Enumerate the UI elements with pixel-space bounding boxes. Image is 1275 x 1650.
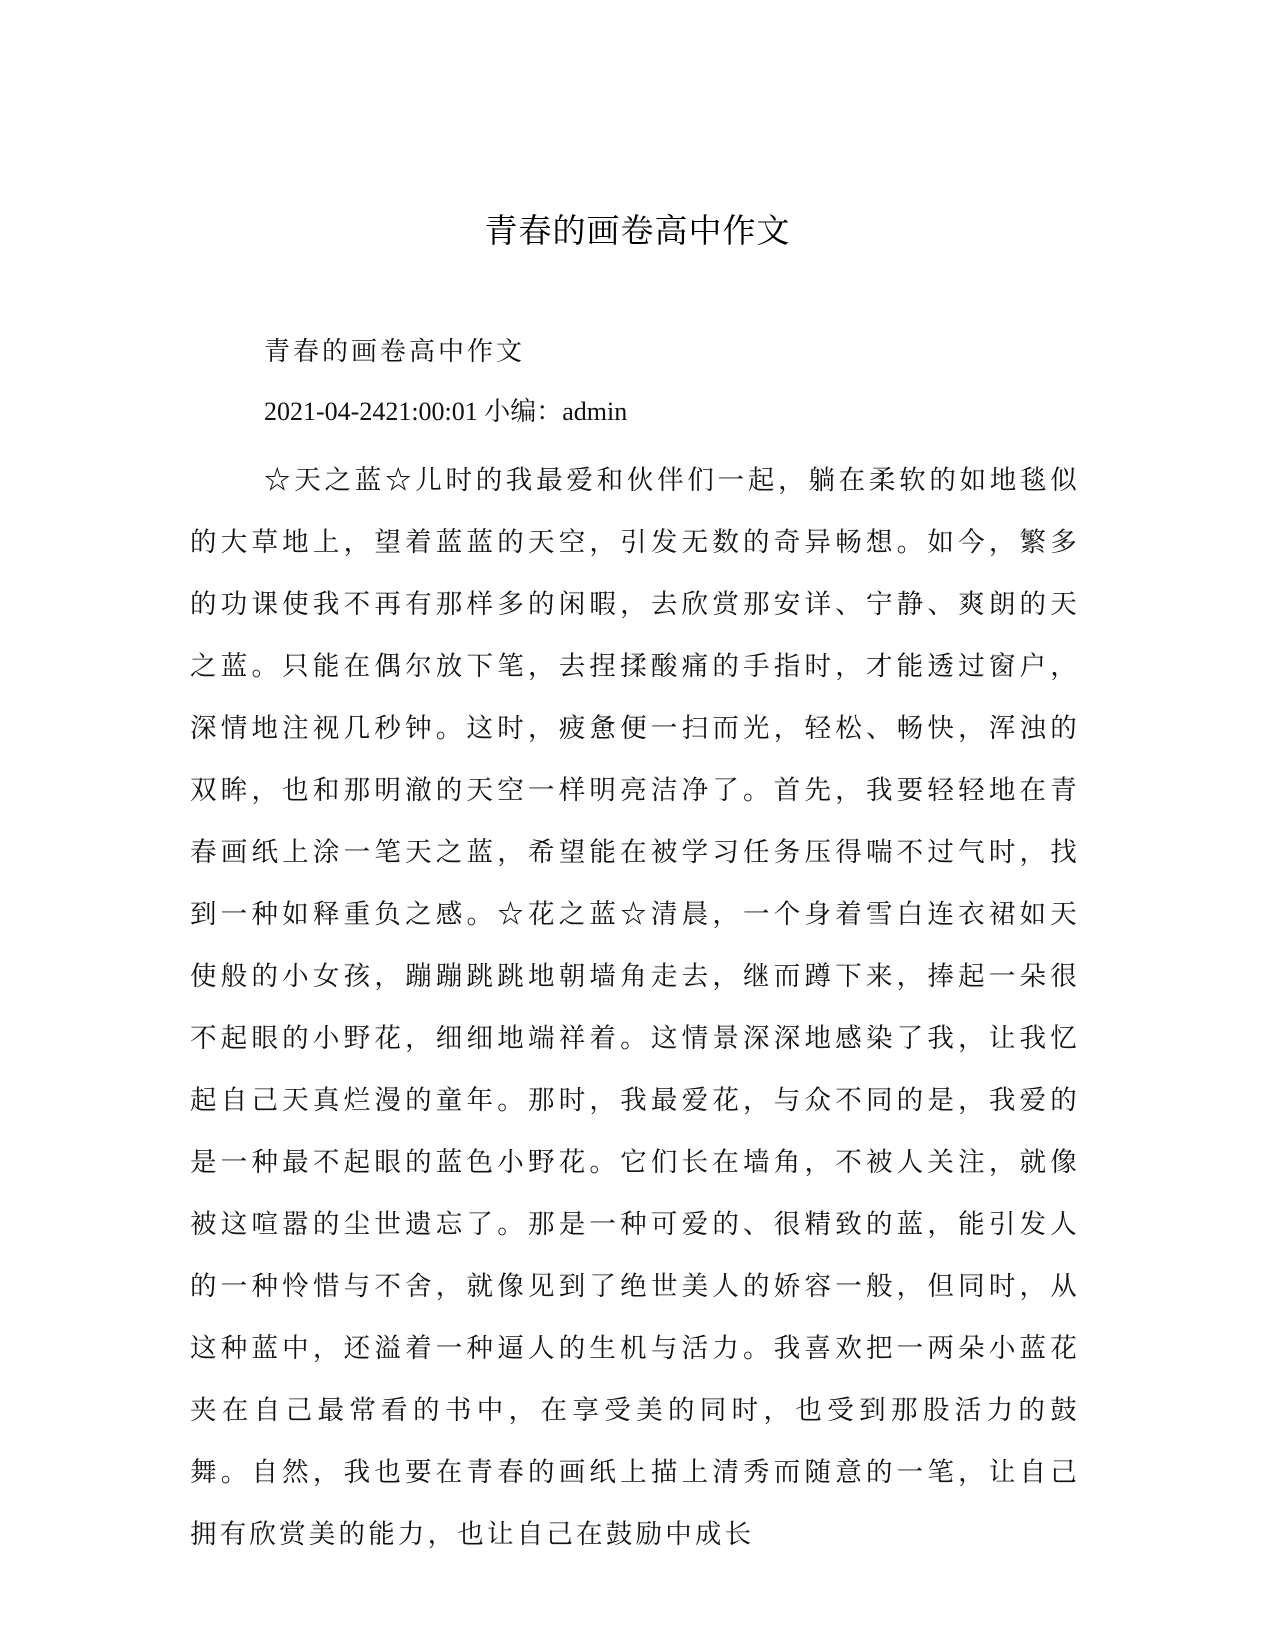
document-byline: 2021-04-2421:00:01 小编：admin bbox=[264, 397, 628, 426]
document-subtitle: 青春的画卷高中作文 bbox=[264, 337, 526, 367]
essay-body-paragraph: ☆天之蓝☆儿时的我最爱和伙伴们一起，躺在柔软的如地毯似的大草地上，望着蓝蓝的天空，引发无数的奇异畅想。如今，繁多的功课使我不再有那样多的闲暇，去欣赏那安详、宁静、爽朗的天之蓝。只能在偶尔放下笔，去捏揉酸痛的手指时，才能透过窗户，深情地注视几秒钟。这时，疲惫便一扫而光，轻松、畅快，浑浊的双眸，也和那明澈的天空一样明亮洁净了。首先，我要轻轻地在青春画纸上涂一笔天之蓝，希望能在被学习任务压得喘不过气时，找到一种如释重负之感。☆花之蓝☆清晨，一个身着雪白连衣裙如天使般的小女孩，蹦蹦跳跳地朝墙角走去，继而蹲下来，捧起一朵很不起眼的小野花，细细地端祥着。这情景深深地感染了我，让我忆起自己天真烂漫的童年。那时，我最爱花，与众不同的是，我爱的是一种最不起眼的蓝色小野花。它们长在墙角，不被人关注，就像被这喧嚣的尘世遗忘了。那是一种可爱的、很精致的蓝，能引发人的一种怜惜与不舍，就像见到了绝世美人的娇容一般，但同时，从这种蓝中，还溢着一种逼人的生机与活力。我喜欢把一两朵小蓝花夹在自己最常看的书中，在享受美的同时，也受到那股活力的鼓舞。自然，我也要在青春的画纸上描上清秀而随意的一笔，让自己拥有欣赏美的能力，也让自己在鼓励中成长 bbox=[190, 465, 1080, 1550]
document-title: 青春的画卷高中作文 bbox=[484, 211, 791, 250]
